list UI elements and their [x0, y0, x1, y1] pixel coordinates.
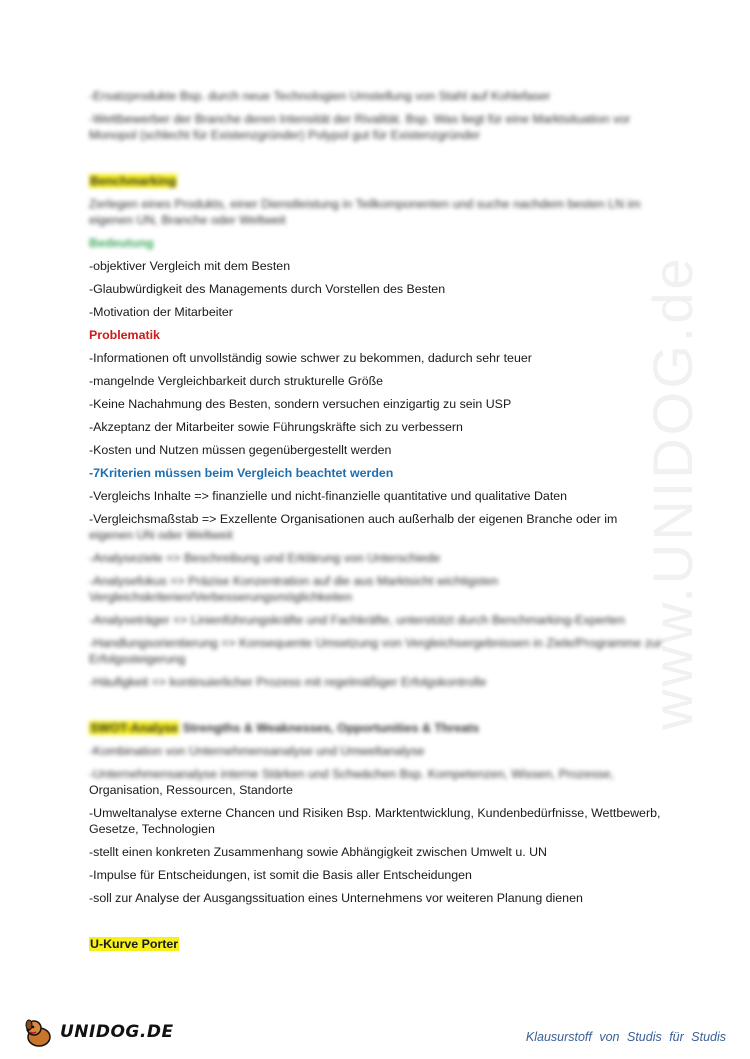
heading-swot: SWOT-Analyse: [90, 721, 179, 735]
kriterien-item: -Vergleichsmaßstab => Exzellente Organisationen auch außerhalb der eigenen Branche oder im: [89, 512, 618, 526]
bedeutung-item: -Glaubwürdigkeit des Managements durch Vorstellen des Besten: [89, 282, 446, 296]
heading-swot-rest: Strengths & Weaknesses, Opportunities & Threats: [182, 721, 480, 735]
problematik-item: -Akzeptanz der Mitarbeiter sowie Führungskräfte sich zu verbessern: [89, 420, 463, 434]
heading-problematik: Problematik: [89, 328, 160, 342]
swot-item: -soll zur Analyse der Ausgangssituation eines Unternehmens vor weiteren Planung dienen: [89, 891, 583, 905]
blurred-line: -Analyseziele => Beschreibung und Erklärung von Unterschiede: [89, 551, 441, 565]
blurred-line: -Analysefokus => Präzise Konzentration auf die aus Marktsicht wichtigsten Vergleichskriterien/Verbesserungsmöglichkeiten: [89, 574, 499, 604]
heading-benchmarking: Benchmarking: [90, 174, 177, 188]
blurred-line: -Wettbewerber der Branche deren Intensität der Rivalität. Bsp. Was liegt für eine Marktsituation vor Monopol (schlecht für Existenzgründer) Polypol gut für Existenzgründer: [89, 112, 631, 142]
document-body: [89, 88, 669, 959]
problematik-item: -Keine Nachahmung des Besten, sondern versuchen einzigartig zu sein USP: [89, 397, 512, 411]
section-heading-swot: [89, 720, 669, 736]
watermark-text: www.UNIDOG.de: [641, 255, 704, 730]
blurred-line: -Unternehmensanalyse interne Stärken und Schwächen Bsp. Kompetenzen, Wissen, Prozesse,: [89, 767, 614, 781]
bedeutung-item: -Motivation der Mitarbeiter: [89, 305, 233, 319]
blurred-line: -Analyseträger => Linienführungskräfte und Fachkräfte, unterstützt durch Benchmarking-Experten: [89, 613, 625, 627]
dog-icon: [22, 1015, 56, 1049]
swot-item: -stellt einen konkreten Zusammenhang sowie Abhängigkeit zwischen Umwelt u. UN: [89, 845, 547, 859]
heading-kriterien: -7Kriterien müssen beim Vergleich beachtet werden: [89, 466, 394, 480]
problematik-item: -mangelnde Vergleichbarkeit durch strukturelle Größe: [89, 374, 384, 388]
section-heading-benchmarking: [89, 173, 669, 189]
blurred-line: -Häufigkeit => kontinuierlicher Prozess mit regelmäßiger Erfolgskontrolle: [89, 675, 487, 689]
blurred-line: -Ersatzprodukte Bsp. durch neue Technologien Umstellung von Stahl auf Kohlefaser: [89, 89, 551, 103]
blurred-line: -Handlungsorientierung => Konsequente Umsetzung von Vergleichsergebnissen in Ziele/Programme zur Erfolgssteigerung: [89, 636, 663, 666]
logo-text: UNIDOG.DE: [60, 1022, 174, 1042]
unidog-logo: [22, 1012, 174, 1052]
heading-bedeutung: Bedeutung: [89, 236, 154, 250]
blurred-line: eigenen UN oder Weltweit: [89, 528, 233, 542]
heading-ukurve: U-Kurve Porter: [90, 937, 179, 951]
blurred-line: -Kombination von Unternehmensanalyse und Umweltanalyse: [89, 744, 425, 758]
swot-item: Organisation, Ressourcen, Standorte: [89, 783, 293, 797]
swot-item: -Impulse für Entscheidungen, ist somit die Basis aller Entscheidungen: [89, 868, 472, 882]
bedeutung-item: -objektiver Vergleich mit dem Besten: [89, 259, 291, 273]
problematik-item: -Kosten und Nutzen müssen gegenübergestellt werden: [89, 443, 392, 457]
problematik-item: -Informationen oft unvollständig sowie schwer zu bekommen, dadurch sehr teuer: [89, 351, 532, 365]
swot-item: -Umweltanalyse externe Chancen und Risiken Bsp. Marktentwicklung, Kundenbedürfnisse, Wettbewerb, Gesetze, Technologien: [89, 806, 661, 836]
blurred-line: Zerlegen eines Produkts, einer Dienstleistung in Teilkomponenten und suche nachdem besten LN im eigenen UN, Branche oder Weltweit: [89, 197, 641, 227]
section-heading-ukurve: [89, 936, 669, 952]
kriterien-item: -Vergleichs Inhalte => finanzielle und nicht-finanzielle quantitative und qualitative Daten: [89, 489, 568, 503]
footer-slogan: Klausurstoff von Studis für Studis: [525, 1030, 726, 1044]
